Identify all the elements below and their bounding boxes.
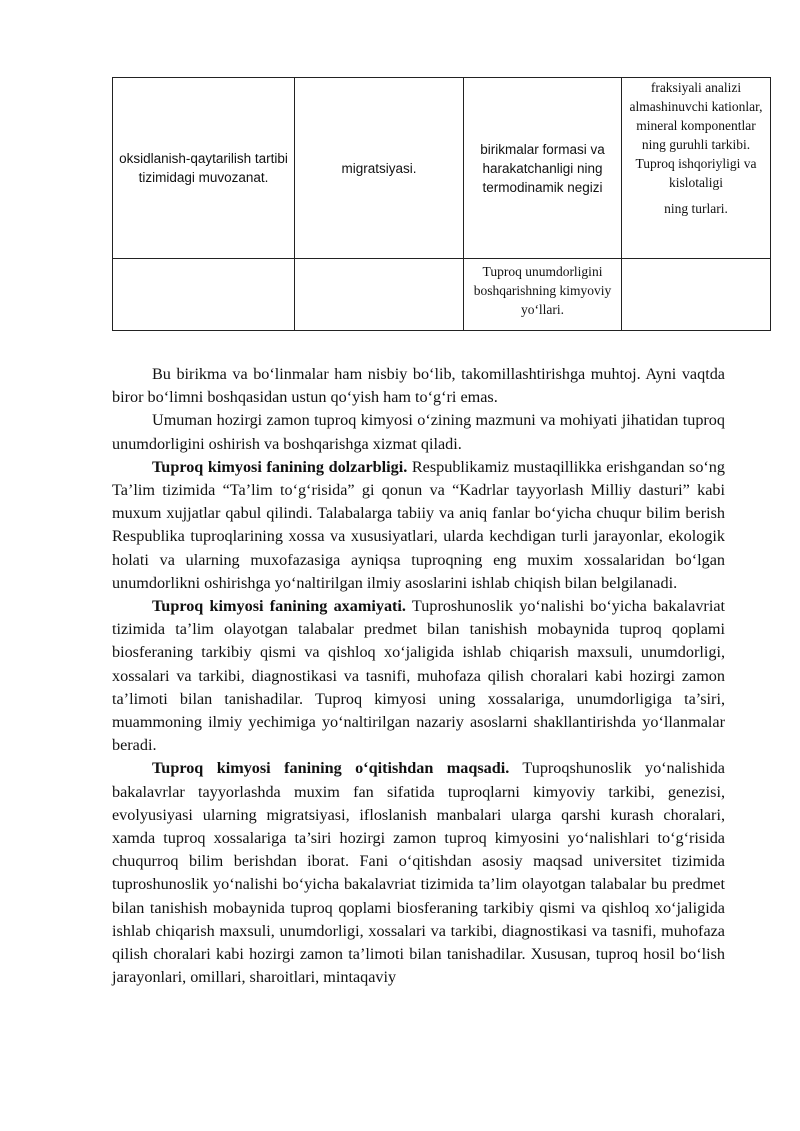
paragraph-text: Umuman hozirgi zamon tuproq kimyosi o‘zining mazmuni va mohiyati jihatidan tuproq unumdorligini oshirish va boshqarishga xizmat qiladi. bbox=[112, 411, 725, 453]
table-cell bbox=[295, 259, 464, 331]
table-cell-text: fraksiyali analizi almashinuvchi kationlar, mineral komponentlar ning guruhli tarkibi. Tuproq ishqoriyligi va kislotaligi bbox=[629, 80, 763, 190]
table-cell: oksidlanish-qaytarilish tartibi tizimidagi muvozanat. bbox=[113, 78, 295, 259]
paragraph bbox=[112, 409, 725, 455]
table-cell bbox=[113, 259, 295, 331]
paragraph-text: Tuproqshunoslik yo‘nalishida bakalavrlar tayyorlashda muxim fan sifatida tuproqlarni kimyoviy tarkibi, genezisi, evolyusiyasi ularning migratsiyasi, ifloslanish manbalari ularga qarshi kurash choralari, xamda tuproq xossalariga ta’siri hozirgi zamon tuproq kimyosini yo‘nalishlari to‘g‘risida chuqurroq bilim berishdan iborat. Fani o‘qitishdan asosiy maqsad universitet tizimida tuproshunoslik yo‘nalishi bo‘yicha bakalavriat tizimida ta’lim olayotgan talabalar bu predmet bilan tanishish mobaynida tuproq qoplami biosferaning tarkibiy qismi va qishloq xo‘jaligida ishlab chiqarish maxsuli, unumdorligi, xossalari va tarkibi, diagnostikasi va tasnifi, muhofaza qilish choralari kabi hozirgi zamon ta’limoti bilan tanishadilar. Xususan, tuproq hosil bo‘lish jarayonlari, omillari, sharoitlari, mintaqaviy bbox=[112, 759, 725, 987]
paragraph bbox=[112, 456, 725, 595]
paragraph bbox=[112, 757, 725, 989]
paragraph-text: Respublikamiz mustaqillikka erishgandan so‘ng Ta’lim tizimida “Ta’lim to‘g‘risida” gi qonun va “Kadrlar tayyorlash Milliy dasturi” kabi muxum xujjatlar qabul qilindi. Talabalarga tabiiy va aniq fanlar bo‘yicha chuqur bilim berish Respublika tuproqlarining xossa va xususiyatlari, ularda kechdigan turli jarayonlar, ekologik holati va ularning muxofazasiga ayniqsa tuproqning eng muxim xossalaridan bo‘lgan unumdorlikni oshirishga yo‘naltirilgan ilmiy asoslarini ishlab chiqish bilan belgilanadi. bbox=[112, 457, 725, 592]
table-cell bbox=[622, 78, 771, 259]
paragraph-heading: Tuproq kimyosi fanining o‘qitishdan maqsadi. bbox=[152, 759, 510, 778]
table-row bbox=[113, 259, 771, 331]
table-cell bbox=[622, 259, 771, 331]
content-table bbox=[112, 77, 771, 331]
paragraph-heading: Tuproq kimyosi fanining axamiyati. bbox=[152, 597, 406, 616]
table-cell: Tuproq unumdorligini boshqarishning kimyoviy yo‘llari. bbox=[464, 259, 622, 331]
table-cell-text: ning turlari. bbox=[664, 201, 728, 216]
table-cell: migratsiyasi. bbox=[295, 78, 464, 259]
paragraph bbox=[112, 595, 725, 757]
table-cell: birikmalar formasi va harakatchanligi ning termodinamik negizi bbox=[464, 78, 622, 259]
table-row bbox=[113, 78, 771, 259]
paragraph-heading: Tuproq kimyosi fanining dolzarbligi. bbox=[152, 457, 408, 476]
paragraph-text: Tuproshunoslik yo‘nalishi bo‘yicha bakalavriat tizimida ta’lim olayotgan talabalar predmet bilan tanishish mobaynida tuproq qoplami biosferaning tarkibiy qismi va qishloq xo‘jaligida ishlab chiqarish maxsuli, unumdorligi, xossalari va tarkibi, diagnostikasi va tasnifi, muhofaza qilish choralari kabi hozirgi zamon ta’limoti bilan tanishadilar. Tuproq kimyosi uning xossalariga, unumdorligiga ta’siri, muammoning ilmiy yechimiga yo‘naltirilgan nazariy asoslarni shakllantirishda yo‘llanmalar beradi. bbox=[112, 597, 725, 755]
paragraph-text: Bu birikma va bo‘linmalar ham nisbiy bo‘lib, takomillashtirishga muhtoj. Ayni vaqtda biror bo‘limni boshqasidan ustun qo‘yish ham to‘g‘ri emas. bbox=[112, 365, 725, 407]
paragraph bbox=[112, 363, 725, 409]
body-text bbox=[112, 363, 725, 989]
